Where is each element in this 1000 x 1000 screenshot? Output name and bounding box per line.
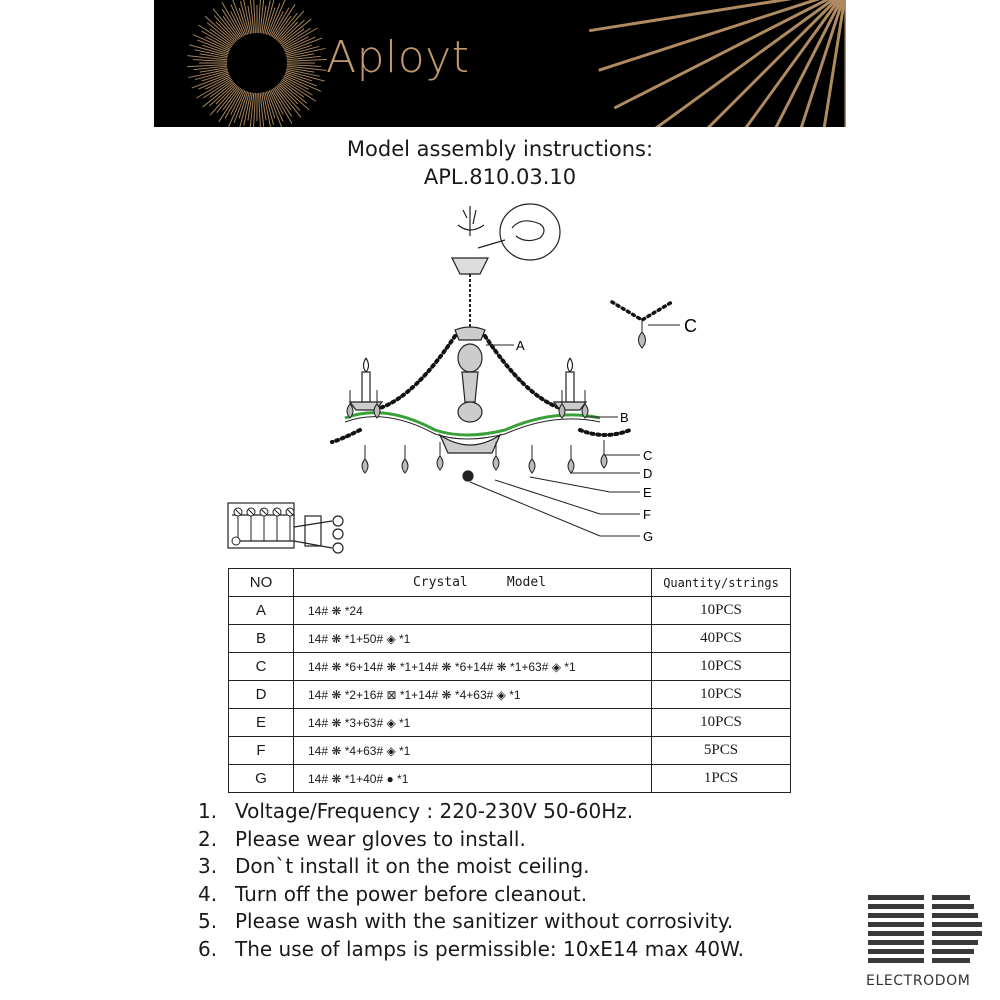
crystal-table xyxy=(228,568,791,793)
row-no: G xyxy=(229,765,294,793)
row-no: B xyxy=(229,625,294,653)
row-no: C xyxy=(229,653,294,681)
table-row xyxy=(229,765,791,793)
row-model: 14# ❋ *6+14# ❋ *1+14# ❋ *6+14# ❋ *1+63# ◈ *1 xyxy=(294,653,652,681)
row-qty: 10PCS xyxy=(652,709,791,737)
list-text: Please wear gloves to install. xyxy=(235,826,526,851)
row-no: E xyxy=(229,709,294,737)
label-C-detail: C xyxy=(684,316,697,336)
header-no: NO xyxy=(229,569,294,597)
page-title: Model assembly instructions: xyxy=(346,137,654,161)
list-number: 1. xyxy=(198,799,218,823)
table-row xyxy=(229,681,791,709)
list-number: 3. xyxy=(198,854,218,878)
row-model: 14# ❋ *4+63# ◈ *1 xyxy=(294,737,652,765)
row-no: D xyxy=(229,681,294,709)
row-no: A xyxy=(229,597,294,625)
list-item xyxy=(198,798,744,826)
brand-logo: Aployt xyxy=(326,32,470,83)
list-text: Please wash with the sanitizer without corrosivity. xyxy=(235,909,734,933)
list-number: 2. xyxy=(198,826,218,851)
row-qty: 40PCS xyxy=(652,625,791,653)
row-model: 14# ❋ *1+40# ● *1 xyxy=(294,765,652,793)
list-text: Don`t install it on the moist ceiling. xyxy=(235,854,590,878)
row-qty: 10PCS xyxy=(652,681,791,709)
row-qty: 10PCS xyxy=(652,597,791,625)
row-model: 14# ❋ *1+50# ◈ *1 xyxy=(294,625,652,653)
table-row xyxy=(229,653,791,681)
instructions-list xyxy=(198,798,744,963)
electrodom-logo xyxy=(868,895,992,969)
candle-right xyxy=(566,372,574,402)
list-text: Turn off the power before cleanout. xyxy=(235,881,588,906)
table-header-row xyxy=(229,569,791,597)
hook-icon xyxy=(458,206,484,236)
label-G: G xyxy=(643,529,654,544)
header-crystal-model: Crystal Model xyxy=(294,569,652,597)
row-qty: 1PCS xyxy=(652,765,791,793)
electrodom-logo-text: ELECTRODOM xyxy=(866,973,971,989)
label-F: F xyxy=(643,507,651,522)
row-qty: 10PCS xyxy=(652,653,791,681)
list-item xyxy=(198,826,744,854)
ceiling-canopy xyxy=(452,258,488,274)
list-number: 5. xyxy=(198,909,218,933)
label-A: A xyxy=(516,338,525,353)
table-row xyxy=(229,625,791,653)
list-item xyxy=(198,881,744,909)
label-B: B xyxy=(620,410,629,425)
wiring-diagram xyxy=(228,503,343,553)
list-text: The use of lamps is permissible: 10xE14 max 40W. xyxy=(235,936,744,961)
label-D: D xyxy=(643,466,653,481)
row-model: 14# ❋ *3+63# ◈ *1 xyxy=(294,709,652,737)
crystal-ball-G xyxy=(463,471,473,481)
header-quantity: Quantity/strings xyxy=(652,569,791,597)
table-row xyxy=(229,709,791,737)
table-row xyxy=(229,597,791,625)
row-model: 14# ❋ *24 xyxy=(294,597,652,625)
list-item xyxy=(198,936,744,964)
label-C: C xyxy=(643,448,653,463)
model-number: APL.810.03.10 xyxy=(423,165,577,189)
list-number: 4. xyxy=(198,881,218,906)
table-row xyxy=(229,737,791,765)
list-text: Voltage/Frequency : 220-230V 50-60Hz. xyxy=(235,799,634,823)
list-number: 6. xyxy=(198,936,218,961)
candle-left xyxy=(362,372,370,402)
detail-magnifier xyxy=(500,204,560,260)
label-E: E xyxy=(643,485,652,500)
row-model: 14# ❋ *2+16# ⊠ *1+14# ❋ *4+63# ◈ *1 xyxy=(294,681,652,709)
row-no: F xyxy=(229,737,294,765)
list-item xyxy=(198,908,744,936)
list-item xyxy=(198,853,744,881)
row-qty: 5PCS xyxy=(652,737,791,765)
